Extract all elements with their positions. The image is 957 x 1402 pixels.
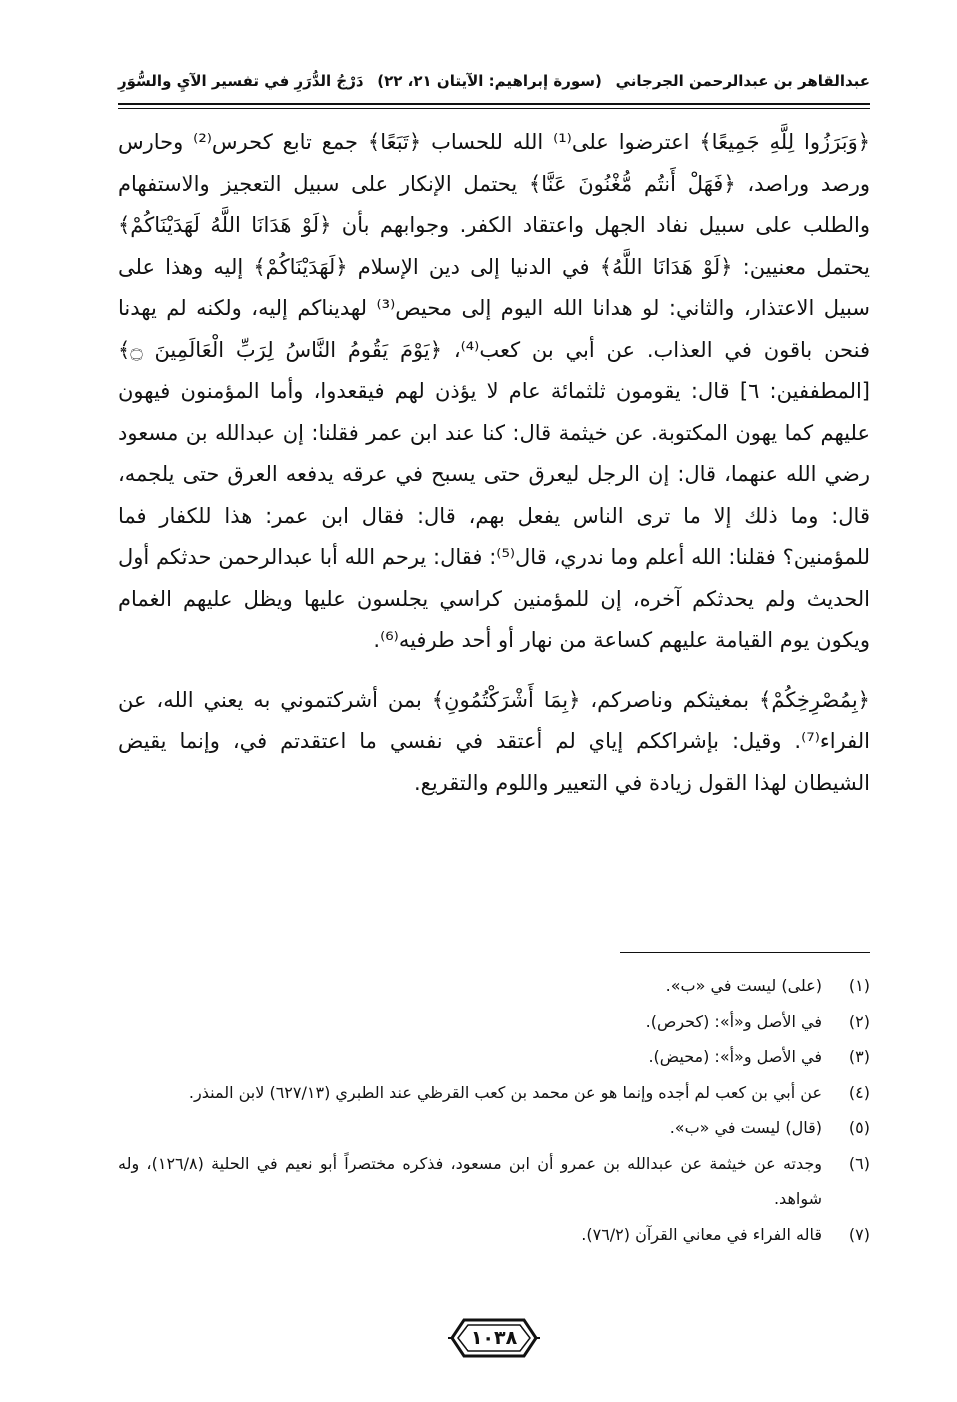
footnotes-list — [118, 968, 870, 1252]
footnote-item — [118, 1039, 870, 1075]
footnote-text: في الأصل و«أ»: (كحرص). — [645, 1011, 822, 1031]
footnote-text: قاله الفراء في معاني القرآن (٧٦/٢). — [581, 1224, 822, 1244]
footnote-item — [118, 1075, 870, 1111]
main-text — [118, 122, 870, 804]
header-surah-reference: (سورة إبراهيم: الآيتان ٢١، ٢٢) — [377, 72, 602, 90]
running-header — [118, 66, 870, 96]
footnote-number: (٢) — [848, 1011, 870, 1031]
footnote-number: (٦) — [848, 1153, 870, 1173]
main-paragraph-1: ﴿وَبَرَزُوا لِلَّهِ جَمِيعًا﴾ اعترضوا على⁽¹⁾ الله للحساب ﴿تَبَعًا﴾ جمع تابع كحرس⁽²⁾ وحارس ورصد وراصد، ﴿فَهَلْ أَنتُم مُّغْنُونَ عَنَّا﴾ يحتمل الإنكار على سبيل التعجيز والاستفهام والطلب على سبيل نفاد الجهل واعتقاد الكفر. وجوابهم بأن ﴿لَوْ هَدَانَا اللَّهُ لَهَدَيْنَاكُمْ﴾ يحتمل معنيين: ﴿لَوْ هَدَانَا اللَّهُ﴾ في الدنيا إلى دين الإسلام ﴿لَهَدَيْنَاكُمْ﴾ إليه وهذا على سبيل الاعتذار، والثاني: لو هدانا الله اليوم إلى محيص⁽³⁾ لهديناكم إليه، ولكنه لم يهدنا فنحن باقون في العذاب. عن أبي بن كعب⁽⁴⁾، ﴿يَوْمَ يَقُومُ النَّاسُ لِرَبِّ الْعَالَمِينَ ۝﴾ [المطففين: ٦] قال: يقومون ثلثمائة عام لا يؤذن لهم فيقعدوا، وأما المؤمنون فيهون عليهم كما يهون المكتوبة. عن خيثمة قال: كنا عند ابن عمر فقلنا: إن عبدالله بن مسعود رضي الله عنهما، قال: إن الرجل ليعرق حتى يسبح في عرقه يدفعه العرق حتى يلجمه، قال: وما ذلك إلا ما ترى الناس يفعل بهم، قال: فقال ابن عمر: هذا للكفار فما للمؤمنين؟ فقلنا: الله أعلم وما ندري، قال⁽⁵⁾: فقال: يرحم الله أبا عبدالرحمن حدثكم أول الحديث ولم يحدثكم آخره، إن للمؤمنين كراسي يجلسون عليها ويظل عليهم الغمام ويكون يوم القيامة عليهم كساعة من نهار أو أحد طرفيه⁽⁶⁾. — [118, 130, 871, 652]
footnote-text: وجدته عن خيثمة عن عبدالله بن عمرو أن ابن مسعود، فذكره مختصراً أبو نعيم في الحلية (١٢٦/٨)، وله شواهد. — [118, 1153, 823, 1208]
footnote-number: (٧) — [848, 1224, 870, 1244]
header-divider — [118, 103, 870, 105]
header-divider-thin — [118, 108, 870, 109]
footnote-item — [118, 968, 870, 1004]
footnote-text: (على) ليست في «ب». — [665, 976, 822, 995]
footnote-item — [118, 1217, 870, 1253]
footnote-divider — [620, 952, 870, 953]
footnote-text: في الأصل و«أ»: (محيض). — [648, 1047, 822, 1066]
footnote-text: (قال) ليست في «ب». — [669, 1118, 822, 1137]
footnote-text: عن أبي بن كعب لم أجده وإنما هو عن محمد بن كعب القرظي عند الطبري (٦٢٧/١٣) لابن المنذر. — [188, 1082, 822, 1102]
main-paragraph-2: ﴿بِمُصْرِخِكُمْ﴾ بمغيثكم وناصركم، ﴿بِمَا أَشْرَكْتُمُونِ﴾ بمن أشركتموني به يعني الله، عن الفراء⁽⁷⁾. وقيل: بإشراككم إياي لم أعتقد في نفسي ما اعتقدتم في، وإنما يقيض الشيطان لهذا القول زيادة في التعيير واللوم والتقريع. — [118, 687, 870, 795]
footnote-item — [118, 1110, 870, 1146]
footnote-number: (٣) — [848, 1047, 870, 1066]
footnote-item — [118, 1146, 870, 1217]
footnote-number: (٤) — [848, 1082, 870, 1102]
header-author: عبدالقاهر بن عبدالرحمن الجرجاني — [615, 72, 870, 90]
footnote-item — [118, 1004, 870, 1040]
page-number: ١٠٣٨ — [467, 1327, 521, 1349]
page-number-ornament — [448, 1316, 540, 1360]
header-book-title: دَرْجُ الدُّرَرِ في تفسير الآيِ والسُّوَرِ — [118, 72, 364, 90]
footnote-number: (١) — [848, 976, 870, 995]
footnote-number: (٥) — [848, 1118, 870, 1137]
